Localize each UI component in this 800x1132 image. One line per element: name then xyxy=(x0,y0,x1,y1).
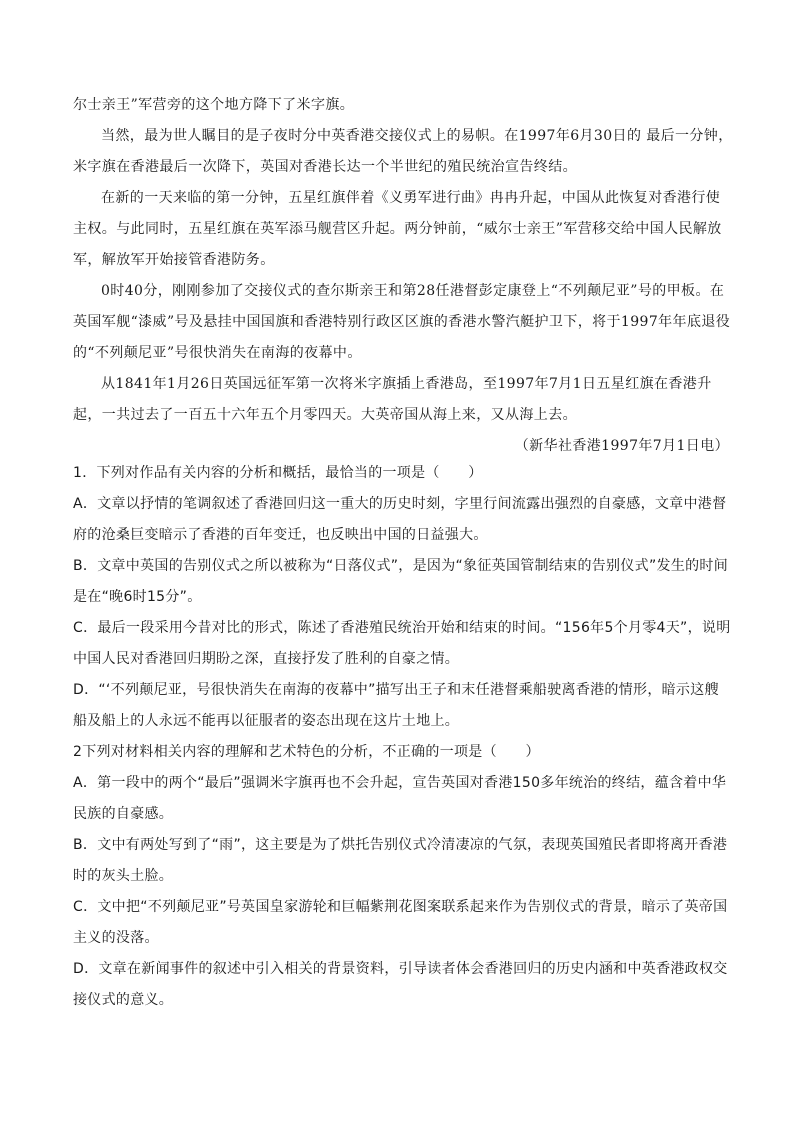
article-paragraph: 在新的一天来临的第一分钟，五星红旗伴着《义勇军进行曲》冉冉升起，中国从此恢复对香港行使主权。与此同时，五星红旗在英军添马舰营区升起。两分钟前，“威尔士亲王”军营移交给中国人民解放军，解放军开始接管香港防务。 xyxy=(73,190,722,268)
article-paragraph: 0时40分，刚刚参加了交接仪式的查尔斯亲王和第28任港督彭定康登上“不列颠尼亚”号的甲板。在英国军舰“漆威”号及悬挂中国国旗和香港特别行政区区旗的香港水警汽艇护卫下，将于1997年年底退役的“不列颠尼亚”号很快消失在南海的夜幕中。 xyxy=(73,283,731,361)
article-body xyxy=(73,90,733,462)
question-option: C．最后一段采用今昔对比的形式，陈述了香港殖民统治开始和结束的时间。“156年5个月零4天”，说明中国人民对香港回归期盼之深，直接抒发了胜利的自豪之情。 xyxy=(73,620,731,667)
article-paragraph: 尔士亲王”军营旁的这个地方降下了米字旗。 xyxy=(73,97,355,113)
question-option: A．文章以抒情的笔调叙述了香港回归这一重大的历史时刻，字里行间流露出强烈的自豪感，文章中港督府的沧桑巨变暗示了香港的百年变迁，也反映出中国的日益强大。 xyxy=(73,496,727,543)
article-paragraph: 当然，最为世人瞩目的是子夜时分中英香港交接仪式上的易帜。在1997年6月30日的 最后一分钟，米字旗在香港最后一次降下，英国对香港长达一个半世纪的殖民统治宣告终结。 xyxy=(73,128,733,175)
article-paragraph: 从1841年1月26日英国远征军第一次将米字旗插上香港岛，至1997年7月1日五星红旗在香港升起，一共过去了一百五十六年五个月零四天。大英帝国从海上来，又从海上去。 xyxy=(73,376,712,423)
question-option: B．文章中英国的告别仪式之所以被称为“日落仪式”，是因为“象征英国管制结束的告别仪式”发生的时间是在“晚6时15分”。 xyxy=(73,558,729,605)
question-stem: 1．下列对作品有关内容的分析和概括，最恰当的一项是（ ） xyxy=(73,465,483,481)
question-option: D．文章在新闻事件的叙述中引入相关的背景资料，引导读者体会香港回归的历史内涵和中英香港政权交接仪式的意义。 xyxy=(73,961,728,1008)
question-option: A．第一段中的两个“最后”强调米字旗再也不会升起，宣告英国对香港150多年统治的终结，蕴含着中华民族的自豪感。 xyxy=(73,775,727,822)
question-option: B．文中有两处写到了“雨”，这主要是为了烘托告别仪式冷清凄凉的气氛，表现英国殖民者即将离开香港时的灰头土脸。 xyxy=(73,837,728,884)
question-option: D．“‘不列颠尼亚，号很快消失在南海的夜幕中”描写出王子和末任港督乘船驶离香港的情形，暗示这艘船及船上的人永远不能再以征服者的姿态出现在这片土地上。 xyxy=(73,682,719,729)
question-option: C．文中把“不列颠尼亚”号英国皇家游轮和巨幅紫荆花图案联系起来作为告别仪式的背景，暗示了英帝国主义的没落。 xyxy=(73,899,728,946)
question-stem: 2下列对材料相关内容的理解和艺术特色的分析，不正确的一项是（ ） xyxy=(73,744,540,760)
article-source: （新华社香港1997年7月1日电） xyxy=(514,438,729,454)
question-section xyxy=(73,458,733,1016)
